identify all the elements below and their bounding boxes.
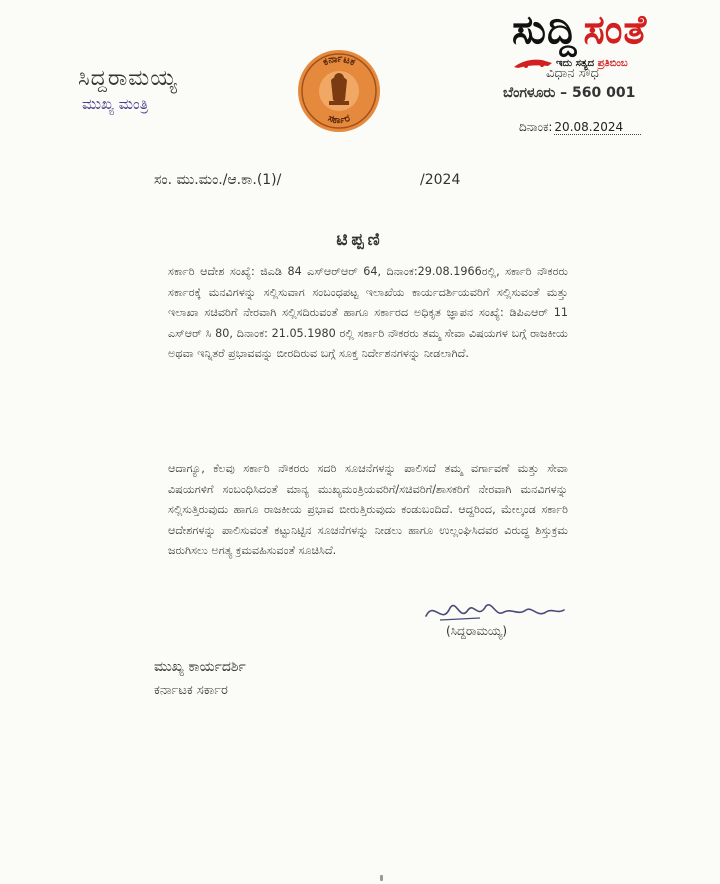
reference-number [154, 172, 461, 188]
letterhead-designation: ಮುಖ್ಯ ಮಂತ್ರಿ [82, 95, 149, 113]
brand-name [512, 6, 647, 54]
brand-name-part2: ಸಂತೆ [583, 7, 648, 53]
recipient-organization: ಕರ್ನಾಟಕ ಸರ್ಕಾರ [154, 683, 228, 698]
scan-mark [380, 875, 383, 881]
body-paragraph-1: ಸರ್ಕಾರಿ ಆದೇಶ ಸಂಖ್ಯೆ: ಜಿಎಡಿ 84 ಎಸ್‌ಆರ್‌ಆರ್ 64, ದಿನಾಂಕ:29.08.1966ರಲ್ಲಿ, ಸರ್ಕಾರಿ ನೌಕರರು ಸರ್ಕಾರಕ್ಕೆ ಮನವಿಗಳನ್ನು ಸಲ್ಲಿಸುವಾಗ ಸಂಬಂಧಪಟ್ಟ ಇಲಾಖೆಯ ಕಾರ್ಯದರ್ಶಿಯವರಿಗೆ ಸಲ್ಲಿಸುವಂತೆ ಮತ್ತು ಇಲಾಖಾ ಸಚಿವರಿಗೆ ನೇರವಾಗಿ ಸಲ್ಲಿಸದಿರುವಂತೆ ಹಾಗೂ ಸರ್ಕಾರದ ಅಧಿಕೃತ ಜ್ಞಾಪನ ಸಂಖ್ಯೆ: ಡಿಪಿಎಆರ್ 11 ಎಸ್‌ಆರ್ ಸಿ 80, ದಿನಾಂಕ: 21.05.1980 ರಲ್ಲಿ ಸರ್ಕಾರಿ ನೌಕರರು ತಮ್ಮ ಸೇವಾ ವಿಷಯಗಳ ಬಗ್ಗೆ ರಾಜಕೀಯ ಅಥವಾ ಇನ್ನಿತರೆ ಪ್ರಭಾವವನ್ನು ಬೀರದಿರುವ ಬಗ್ಗೆ ಸೂಕ್ತ ನಿರ್ದೇಶನಗಳನ್ನು ನೀಡಲಾಗಿದೆ. [168, 265, 568, 361]
brand-name-part1: ಸುದ್ದಿ [512, 7, 578, 53]
reference-year: /2024 [420, 172, 461, 188]
seal-text-top: ಕರ್ನಾಟಕ [321, 53, 357, 69]
recipient-title: ಮುಖ್ಯ ಕಾರ್ಯದರ್ಶಿ [154, 659, 246, 675]
date-value: 20.08.2024 [554, 120, 641, 135]
date-row [519, 120, 641, 135]
karnataka-seal-icon [296, 48, 382, 134]
date-label: ದಿನಾಂಕ: [519, 120, 553, 134]
seal-text-bottom: ಸರ್ಕಾರ [326, 112, 352, 127]
brand-tagline-part1: ಇದು ಸತ್ಯದ [556, 58, 595, 69]
document-heading: ಟಿಪ್ಪಣಿ [336, 230, 384, 250]
address-line1: ವಿಧಾನ ಸೌಧ [546, 66, 599, 81]
address-line2: ಬೆಂಗಳೂರು – 560 001 [503, 85, 636, 101]
body-paragraph-2: ಆದಾಗ್ಯೂ, ಕೆಲವು ಸರ್ಕಾರಿ ನೌಕರರು ಸದರಿ ಸೂಚನೆಗಳನ್ನು ಪಾಲಿಸದೆ ತಮ್ಮ ವರ್ಗಾವಣೆ ಮತ್ತು ಸೇವಾ ವಿಷಯಗಳಿಗೆ ಸಂಬಂಧಿಸಿದಂತೆ ಮಾನ್ಯ ಮುಖ್ಯಮಂತ್ರಿಯವರಿಗೆ/ಸಚಿವರಿಗೆ/ಶಾಸಕರಿಗೆ ನೇರವಾಗಿ ಮನವಿಗಳನ್ನು ಸಲ್ಲಿಸುತ್ತಿರುವುದು ಹಾಗೂ ರಾಜಕೀಯ ಪ್ರಭಾವ ಬೀರುತ್ತಿರುವುದು ಕಂಡುಬಂದಿದೆ. ಆದ್ದರಿಂದ, ಮೇಲ್ಕಂಡ ಸರ್ಕಾರಿ ಆದೇಶಗಳನ್ನು ಪಾಲಿಸುವಂತೆ ಕಟ್ಟುನಿಟ್ಟಿನ ಸೂಚನೆಗಳನ್ನು ನೀಡಲು ಹಾಗೂ ಉಲ್ಲಂಘಿಸಿದವರ ವಿರುದ್ಧ ಶಿಸ್ತುಕ್ರಮ ಜರುಗಿಸಲು ಅಗತ್ಯ ಕ್ರಮವಹಿಸುವಂತೆ ಸೂಚಿಸಿದೆ. [168, 462, 568, 558]
letterhead-name: ಸಿದ್ದರಾಮಯ್ಯ [78, 66, 178, 91]
signatory-name: (ಸಿದ್ದರಾಮಯ್ಯ) [446, 624, 508, 638]
brand-logo [512, 6, 712, 78]
reference-code: ಸಂ. ಮು.ಮಂ./ಆ.ಕಾ.(1)/ [154, 172, 282, 188]
brand-tagline-part2: ಪ್ರತಿಬಿಂಬ [597, 58, 628, 69]
